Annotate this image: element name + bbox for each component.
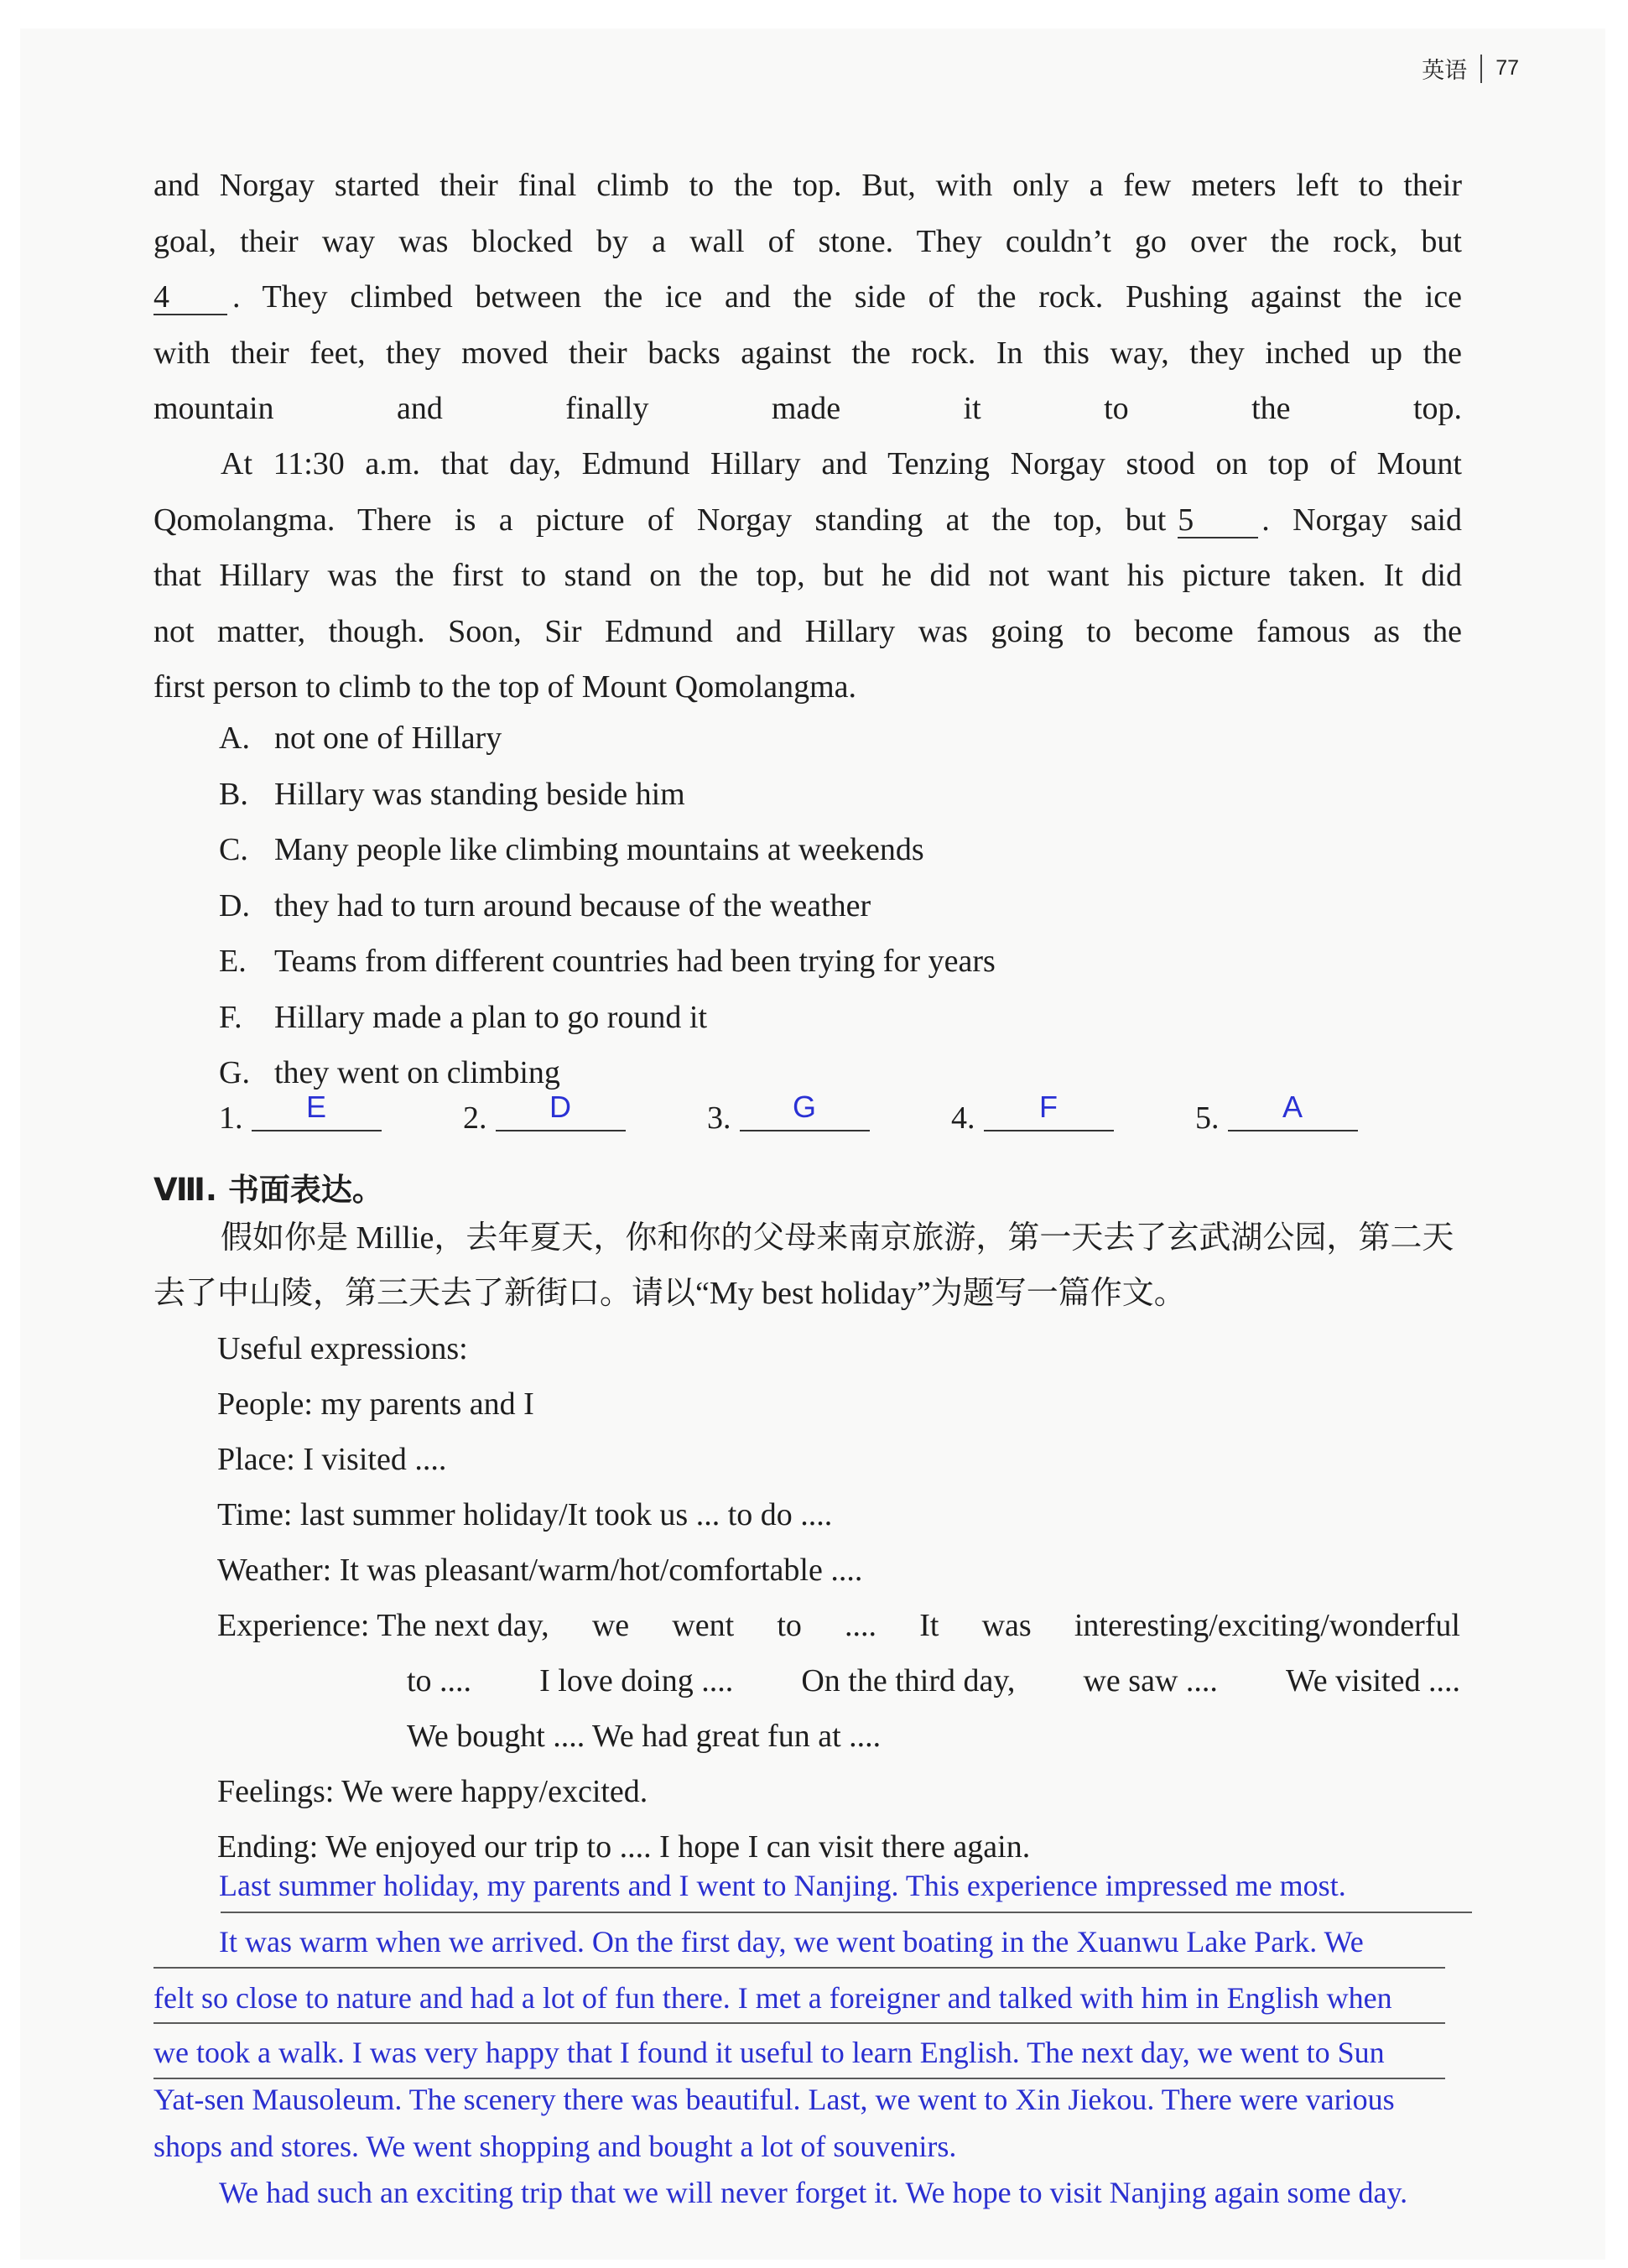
writing-rule <box>221 1912 1472 1913</box>
text-fragment: . They climbed between the ice and the side of the rock. Pushing against the ice <box>232 279 1462 315</box>
writing-task <box>153 1210 1462 1321</box>
answer-value: F <box>984 1090 1114 1131</box>
text-line: first person to climb to the top of Mount Qomolangma. <box>153 669 857 705</box>
expression-weather: Weather: It was pleasant/warm/hot/comfortable .... <box>217 1553 863 1588</box>
task-line: 去了中山陵，第三天去了新街口。请以“My best holiday”为题写一篇作文。 <box>153 1276 1186 1311</box>
essay-line: We had such an exciting trip that we will never forget it. We hope to visit Nanjing again some day. <box>219 2176 1408 2209</box>
writing-rule <box>153 2022 1445 2024</box>
expression-time: Time: last summer holiday/It took us ... to do .... <box>217 1497 833 1532</box>
option-letter: F. <box>219 999 242 1035</box>
answer-row <box>219 1090 1477 1153</box>
text-fragment: we <box>591 1608 630 1643</box>
text-fragment: to <box>777 1608 802 1643</box>
task-line: 假如你是 Millie，去年夏天，你和你的父母来南京旅游，第一天去了玄武湖公园，第二天 <box>221 1220 1454 1256</box>
options-list <box>219 710 996 1101</box>
header-divider <box>1480 55 1482 83</box>
option-text: they went on climbing <box>274 1055 560 1090</box>
option-letter: C. <box>219 832 248 867</box>
text-fragment: went <box>672 1608 735 1643</box>
text-fragment: I love doing .... <box>539 1663 734 1698</box>
option-letter: G. <box>219 1055 250 1090</box>
blank-4: 4 <box>153 280 227 315</box>
option-c <box>219 822 996 878</box>
option-text: Hillary made a plan to go round it <box>274 999 708 1035</box>
text-fragment: to .... <box>407 1663 472 1698</box>
option-letter: B. <box>219 776 248 812</box>
passage-paragraph-1 <box>153 158 1462 437</box>
option-text: not one of Hillary <box>274 720 502 756</box>
option-text: Teams from different countries had been trying for years <box>274 944 996 979</box>
text-fragment: On the third day, <box>801 1663 1016 1698</box>
essay-line: shops and stores. We went shopping and bought a lot of souvenirs. <box>153 2130 957 2163</box>
option-e <box>219 934 996 990</box>
answer-value: G <box>740 1090 870 1131</box>
expression-feelings: Feelings: We were happy/excited. <box>217 1774 648 1809</box>
answer-3 <box>707 1090 870 1137</box>
page-header <box>1422 52 1519 85</box>
text-line: and Norgay started their final climb to the top. But, with only a few meters left to their <box>153 168 1462 203</box>
text-fragment: was <box>981 1608 1032 1643</box>
answer-number: 3. <box>707 1100 731 1136</box>
useful-expressions <box>217 1321 862 1598</box>
option-b <box>219 767 996 823</box>
text-line: with their feet, they moved their backs against the rock. In this way, they inched up the <box>153 335 1462 371</box>
section-title: Ⅷ. 书面表达。 <box>153 1172 383 1208</box>
option-d <box>219 878 996 934</box>
text-fragment: We visited .... <box>1285 1663 1460 1698</box>
blank-5: 5 <box>1178 503 1258 538</box>
essay-line: we took a walk. I was very happy that I found it useful to learn English. The next day, we went to Sun <box>153 2036 1385 2069</box>
option-text: Many people like climbing mountains at weekends <box>274 832 924 867</box>
answer-4 <box>951 1090 1114 1137</box>
text-fragment: interesting/exciting/wonderful <box>1074 1608 1460 1643</box>
text-fragment: Qomolangma. There is a picture of Norgay standing at the top, but <box>153 502 1167 538</box>
option-f <box>219 990 996 1046</box>
option-a <box>219 710 996 767</box>
expression-experience <box>217 1598 1460 1764</box>
answer-2 <box>463 1090 626 1137</box>
expression-ending: Ending: We enjoyed our trip to .... I hope I can visit there again. <box>217 1829 1031 1865</box>
writing-rule <box>153 2078 1445 2079</box>
answer-number: 2. <box>463 1100 487 1136</box>
answer-value: D <box>496 1090 626 1131</box>
text-line: goal, their way was blocked by a wall of stone. They couldn’t go over the rock, but <box>153 223 1462 259</box>
essay-line: Last summer holiday, my parents and I went to Nanjing. This experience impressed me most. <box>219 1869 1346 1902</box>
expressions-heading: Useful expressions: <box>217 1331 468 1366</box>
text-line <box>153 269 1462 325</box>
text-line: At 11:30 a.m. that day, Edmund Hillary and Tenzing Norgay stood on top of Mount <box>221 446 1462 481</box>
useful-expressions-end <box>217 1764 1030 1875</box>
answer-number: 5. <box>1195 1100 1220 1136</box>
option-letter: A. <box>219 720 250 756</box>
answer-value: E <box>252 1090 382 1131</box>
essay-line: It was warm when we arrived. On the first day, we went boating in the Xuanwu Lake Park. We <box>219 1925 1364 1958</box>
experience-line-1 <box>217 1598 1460 1653</box>
essay-line: Yat-sen Mausoleum. The scenery there was beautiful. Last, we went to Xin Jiekou. There were various <box>153 2083 1395 2116</box>
answer-number: 4. <box>951 1100 975 1136</box>
option-letter: D. <box>219 887 250 923</box>
text-line: not matter, though. Soon, Sir Edmund and Hillary was going to become famous as the <box>153 613 1462 649</box>
answer-number: 1. <box>219 1100 243 1136</box>
experience-line-3: We bought .... We had great fun at .... <box>407 1719 882 1754</box>
text-fragment: we saw .... <box>1083 1663 1218 1698</box>
text-line: mountain and finally made it to the top. <box>153 391 1462 426</box>
text-fragment: It <box>919 1608 939 1643</box>
page-number: 77 <box>1495 56 1519 80</box>
answer-value: A <box>1228 1090 1358 1131</box>
text-line <box>153 492 1462 549</box>
experience-line-2 <box>407 1653 1460 1709</box>
subject-label: 英语 <box>1422 58 1468 84</box>
writing-rule <box>153 1967 1445 1969</box>
expression-people: People: my parents and I <box>217 1386 534 1422</box>
expression-place: Place: I visited .... <box>217 1442 447 1477</box>
option-letter: E. <box>219 944 247 979</box>
option-text: they had to turn around because of the weather <box>274 887 871 923</box>
text-line: that Hillary was the first to stand on the top, but he did not want his picture taken. It did <box>153 558 1462 593</box>
essay-line: felt so close to nature and had a lot of fun there. I met a foreigner and talked with him in English when <box>153 1981 1392 2015</box>
text-fragment: Experience: The next day, <box>217 1608 549 1643</box>
answer-5 <box>1195 1090 1358 1137</box>
option-text: Hillary was standing beside him <box>274 776 685 812</box>
answer-1 <box>219 1090 382 1137</box>
text-fragment: .... <box>845 1608 877 1643</box>
passage-paragraph-2 <box>153 436 1462 715</box>
text-fragment: . Norgay said <box>1261 502 1462 538</box>
